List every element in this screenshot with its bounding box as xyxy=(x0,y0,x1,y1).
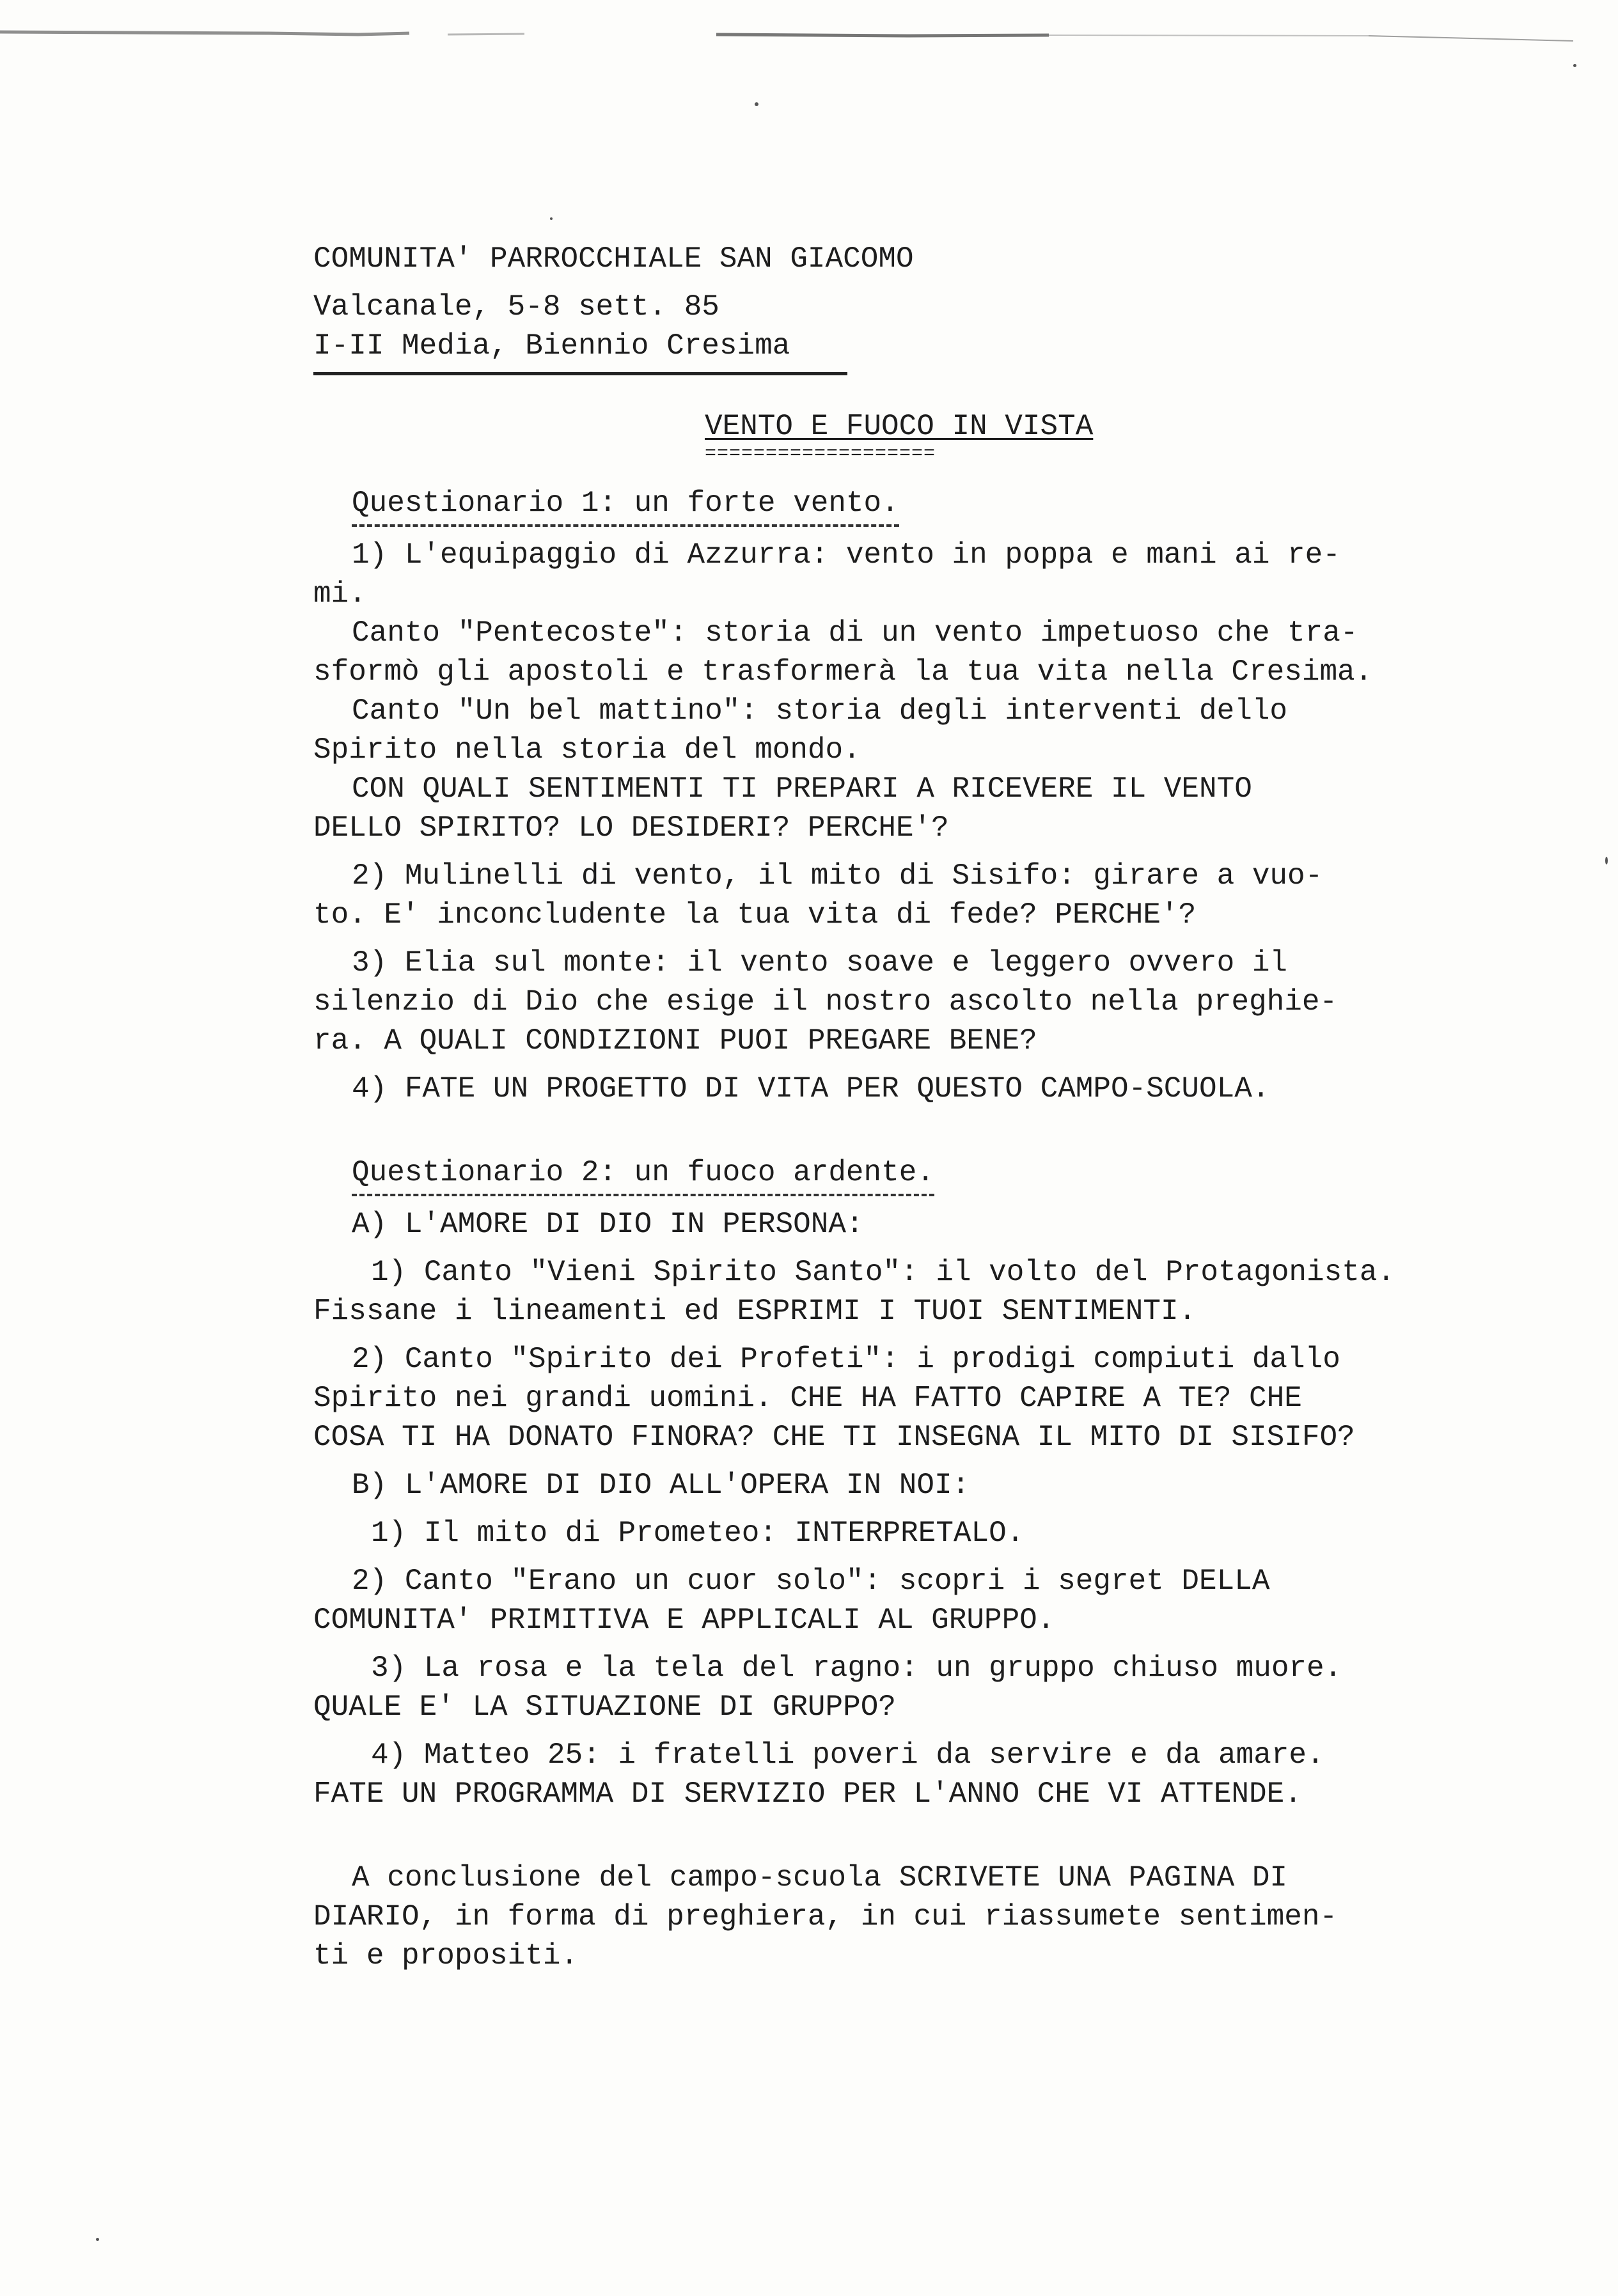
title-block xyxy=(705,407,1140,462)
q2-b-item-4: 4) Matteo 25: i fratelli poveri da servire e da amare. xyxy=(371,1738,1324,1772)
q1-line: sformò gli apostoli e trasformerà la tua vita nella Cresima. xyxy=(313,655,1373,689)
q1-item-2: 2) Mulinelli di vento, il mito di Sisifo: girare a vuo- xyxy=(352,859,1323,893)
scan-speck xyxy=(1573,64,1576,67)
q2-a-item-2: COSA TI HA DONATO FINORA? CHE TI INSEGNA IL MITO DI SISIFO? xyxy=(313,1421,1355,1454)
questionnaire-2-heading: Questionario 2: un fuoco ardente. xyxy=(352,1153,934,1196)
conclusion-block xyxy=(313,1859,1516,1976)
q2-a-item-1: 1) Canto "Vieni Spirito Santo": il volto del Protagonista. xyxy=(371,1256,1395,1289)
scan-speck xyxy=(755,102,758,106)
q1-line: 1) L'equipaggio di Azzurra: vento in poppa e mani ai re- xyxy=(352,538,1340,572)
q2-a-item-2: Spirito nei grandi uomini. CHE HA FATTO CAPIRE A TE? CHE xyxy=(313,1382,1302,1415)
q2-b-item-2: 2) Canto "Erano un cuor solo": scopri i segret DELLA xyxy=(352,1565,1270,1598)
q1-line: mi. xyxy=(313,577,366,611)
q1-item-3: ra. A QUALI CONDIZIONI PUOI PREGARE BENE? xyxy=(313,1024,1037,1058)
questionnaire-1-heading: Questionario 1: un forte vento. xyxy=(352,484,899,527)
q1-line: Canto "Un bel mattino": storia degli interventi dello xyxy=(352,694,1288,728)
document-title: VENTO E FUOCO IN VISTA xyxy=(705,410,1094,443)
scan-edge-artifact xyxy=(0,26,1580,42)
q1-item-4: 4) FATE UN PROGETTO DI VITA PER QUESTO CAMPO-SCUOLA. xyxy=(352,1072,1270,1105)
document-body xyxy=(313,240,1516,1976)
q2-part-a: A) L'AMORE DI DIO IN PERSONA: xyxy=(352,1208,864,1241)
conclusion-line: A conclusione del campo-scuola SCRIVETE UNA PAGINA DI xyxy=(352,1861,1288,1894)
header-block xyxy=(313,240,1516,375)
q2-b-item-4: FATE UN PROGRAMMA DI SERVIZIO PER L'ANNO CHE VI ATTENDE. xyxy=(313,1777,1302,1811)
q1-line: DELLO SPIRITO? LO DESIDERI? PERCHE'? xyxy=(313,811,949,845)
q2-a-item-2: 2) Canto "Spirito dei Profeti": i prodigi compiuti dallo xyxy=(352,1343,1340,1376)
q1-item-3: silenzio di Dio che esige il nostro ascolto nella preghie- xyxy=(313,985,1338,1019)
q2-part-b: B) L'AMORE DI DIO ALL'OPERA IN NOI: xyxy=(352,1469,970,1502)
questionnaire-1 xyxy=(313,484,1516,1109)
conclusion-line: DIARIO, in forma di preghiera, in cui riassumete sentimen- xyxy=(313,1900,1338,1933)
q1-item-3: 3) Elia sul monte: il vento soave e leggero ovvero il xyxy=(352,946,1288,980)
q1-line: Canto "Pentecoste": storia di un vento impetuoso che tra- xyxy=(352,616,1358,650)
q1-line: CON QUALI SENTIMENTI TI PREPARI A RICEVERE IL VENTO xyxy=(352,772,1252,806)
q2-b-item-1: 1) Il mito di Prometeo: INTERPRETALO. xyxy=(371,1517,1025,1550)
q2-a-item-1: Fissane i lineamenti ed ESPRIMI I TUOI SENTIMENTI. xyxy=(313,1295,1197,1328)
scan-speck xyxy=(1605,857,1608,864)
q2-b-item-2: COMUNITA' PRIMITIVA E APPLICALI AL GRUPPO. xyxy=(313,1604,1055,1637)
q2-b-item-3: QUALE E' LA SITUAZIONE DI GRUPPO? xyxy=(313,1691,896,1724)
title-double-underline: =================== xyxy=(705,446,936,462)
scan-speck xyxy=(96,2238,99,2241)
q1-line: Spirito nella storia del mondo. xyxy=(313,733,861,767)
scan-speck xyxy=(550,217,553,220)
place-date: Valcanale, 5-8 sett. 85 xyxy=(313,290,719,324)
questionnaire-2 xyxy=(313,1153,1516,1814)
community-name: COMUNITA' PARROCCHIALE SAN GIACOMO xyxy=(313,242,914,276)
q1-item-2: to. E' inconcludente la tua vita di fede? PERCHE'? xyxy=(313,898,1197,932)
q2-b-item-3: 3) La rosa e la tela del ragno: un gruppo chiuso muore. xyxy=(371,1652,1342,1685)
header-rule xyxy=(313,372,847,375)
group-name: I-II Media, Biennio Cresima xyxy=(313,329,790,363)
conclusion-line: ti e propositi. xyxy=(313,1939,579,1972)
